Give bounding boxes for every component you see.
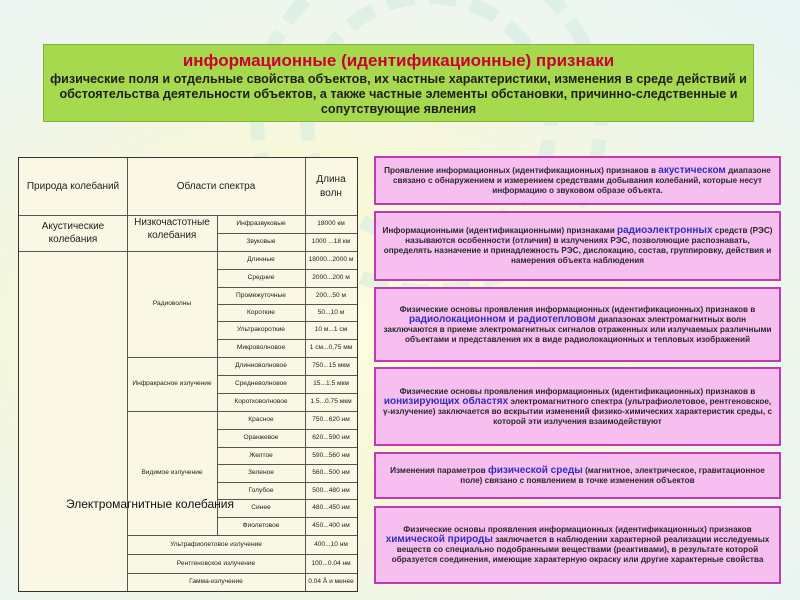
info-box-acoustic [374,156,781,205]
row-name: Короткие [247,308,275,316]
row-name: Длинные [247,256,275,263]
grid-line [19,215,357,216]
grid-line [127,573,357,574]
grid-line [19,251,357,252]
row-len: 15...1.5 мкм [313,380,349,387]
row-len: 2000...200 м [312,274,350,281]
grid-line [217,339,357,340]
box-keyword: радиоэлектронных [617,225,713,236]
header-banner [43,44,754,122]
box-text: Физические основы проявления информационных (идентификационных) признаков [403,525,752,534]
grid-line [217,393,357,394]
row-len: 200...50 м [315,291,347,299]
grid-line [217,215,218,535]
row-len: 750...620 нм [312,416,350,423]
grid-line [217,499,357,500]
box-text: Изменения параметров [390,465,486,475]
row-name: Коротковолновое [234,398,288,405]
gamma-len: 0.04 Å и менее [308,578,354,585]
grid-line [217,464,357,465]
grid-line [127,411,357,412]
grid-line [217,287,357,288]
info-box-chemical [374,506,781,584]
row-name: Голубое [248,486,274,494]
grid-line [217,375,357,376]
row-len: 500...480 нм [312,486,350,494]
info-box-physical-medium [374,452,781,499]
xray-len: 100...0.04 нм [311,559,351,567]
box-text: (магнитное, электрическое, гравитационное поле) связано с появлением в точке изменения объектов [460,465,765,485]
grid-line [127,357,357,358]
box-text: диапазоне связано с обнаружением и измерением средствами добывания колебаний, которые несут информацию о звуковом образе объекта. [392,165,771,195]
page-subtitle: физические поля и отдельные свойства объектов, их частные характеристики, изменения в среде действий и обстоятельства деятельности объектов, а также частные элементы обстановки, причинно-следственные и сопутствующие явления [50,72,747,116]
grid-line [127,158,128,591]
row-len: 750...15 мкм [312,362,350,369]
grid-line [217,482,357,483]
grid-line [217,269,357,270]
uv-name: Ультрафиолетовое излучение [170,540,262,548]
page-title: информационные (идентификационные) признаки [182,51,615,70]
info-box-radiolocation [374,287,781,362]
row-name: Синее [251,504,271,511]
grid-line [127,554,357,555]
xray-name: Рентгеновское излучение [176,559,256,567]
row-len: 1 см...0,75 мм [309,344,353,351]
grid-line [217,233,357,234]
row-name: Длинноволновое [235,362,287,369]
row-name: Средневолновое [235,380,287,387]
row-name: Звуковые [246,238,276,245]
infrared-group: Инфракрасное излучение [132,380,212,387]
em-label: Электромагнитные колебания [66,497,234,511]
box-text: заключается в наблюдении характерной реализации исследуемых веществ со специально подобранными веществами (реактивами), в результате которой образуется соединения, имеющие характерную окраску или другие характерные свойства [391,535,770,564]
info-box-radioelectronic [374,211,781,281]
box-text: диапазонах электромагнитных волн заключаются в приеме электромагнитных сигналов отраженных или излучаемых различными объектами и представления их в виде радиолокационных и тепловых изображений [383,314,772,344]
row-len: 50...10 м [317,308,345,316]
row-name: Микроволновое [236,344,286,351]
acoustic-region: Низкочастотные колебания [134,217,210,241]
row-name: Оранжевое [243,434,279,441]
acoustic-nature: Акустические колебания [41,221,105,245]
row-name: Ультракороткие [237,326,285,333]
grid-line [217,321,357,322]
grid-line [127,535,357,536]
gamma-name: Гамма-излучение [189,578,243,585]
grid-line [217,429,357,430]
box-keyword: химической природы [385,534,493,545]
grid-line [305,158,306,591]
row-name: Инфразвуковые [236,220,286,227]
box-text: электромагнитного спектра (ультрафиолетовое, рентгеновское, γ-излучение) заключается во вскрытии изменений физико-химических характеристик среды, с которой эти излучения взаимодействуют [382,396,773,426]
box-keyword: акустическом [658,164,726,176]
row-name: Фиолетовое [242,522,280,529]
header-wavelength: Длина волн [316,173,346,199]
radio-group: Радиоволны [152,300,192,307]
grid-line [217,447,357,448]
row-len: 10 м...1 см [314,326,348,333]
row-len: 18000 км [317,220,345,227]
spectrum-table [18,157,358,592]
row-len: 1000 ...18 км [311,238,351,245]
row-name: Средние [247,274,275,281]
row-len: 1.5...0.75 мкм [310,398,352,405]
row-len: 480...450 нм [312,504,350,511]
box-text: Физические основы проявления информационных (идентификационных) признаков в [399,304,756,314]
box-keyword: радиолокационном и радиотепловом [408,313,596,325]
box-text: Физические основы проявления информационных (идентификационных) признаков в [399,386,756,396]
box-text: Проявление информационных (идентификационных) признаков в [384,165,657,175]
row-len: 590...560 нм [312,451,350,459]
row-len: 18000...2000 м [308,256,354,263]
row-len: 620...590 нм [312,434,350,441]
row-name: Желтое [249,451,273,459]
row-len: 560...500 нм [312,469,350,476]
uv-len: 400...10 нм [314,540,348,548]
grid-line [217,517,357,518]
header-ranges: Области спектра [176,180,256,192]
row-name: Промежуточные [236,291,286,299]
row-name: Красное [248,416,274,423]
visible-group: Видимое излучение [141,469,203,476]
box-keyword: физической среды [487,464,583,476]
box-keyword: ионизирующих областях [383,395,509,407]
row-name: Зеленое [248,469,274,476]
row-len: 450...400 нм [312,522,350,529]
header-nature: Природа колебаний [26,180,120,192]
box-text: средств (РЭС) называются особенности (отличия) в излучениях РЭС, позволяющие распознавать, определять назначение и принадлежность РЭС, дислокацию, состав, группировку, действия и намерения объекта наблюдения [383,226,773,265]
box-text: Информационными (идентификационными) признаками [382,226,615,235]
info-box-ionizing [374,367,781,446]
grid-line [217,304,357,305]
